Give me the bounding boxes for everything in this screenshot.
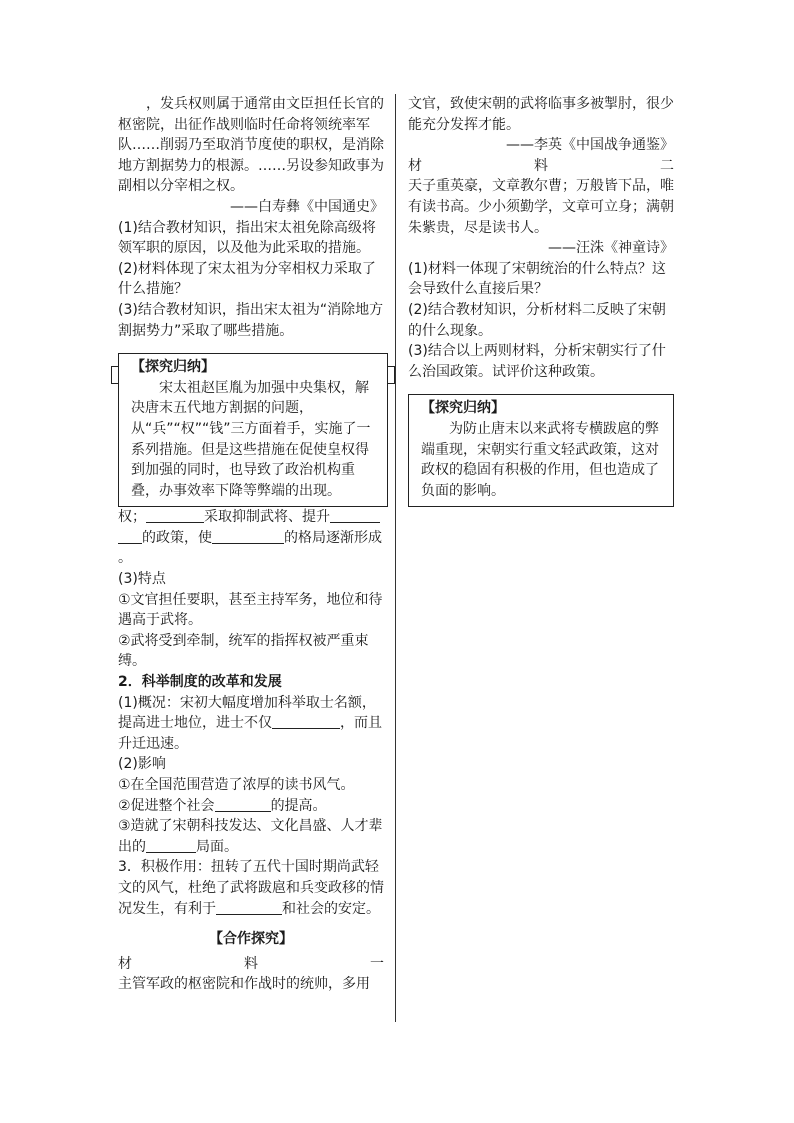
question-3: (3)结合教材知识，指出宋太祖为“消除地方割据势力”采取了哪些措施。: [118, 301, 384, 339]
right-column: [408, 94, 674, 507]
summary-box: [408, 394, 674, 507]
box-tab-left: [111, 366, 118, 384]
summary-box-text: 为防止唐末以来武将专横跋扈的弊端重现，宋朝实行重文轻武政策，这对政权的稳固有积极的作用，但也造成了负面的影响。: [421, 420, 659, 499]
summary-box-title: 【探究归纳】: [421, 400, 505, 417]
answer-blank[interactable]: [212, 529, 284, 544]
question-1: (1)材料一体现了宋朝统治的什么特点？这会导致什么直接后果？: [408, 260, 666, 298]
section-3-text: 3．积极作用：扭转了五代十国时期尚武轻文的风气，杜绝了武将跋扈和兵变政移的情况发生，有利于 和社会的安定。: [118, 859, 384, 917]
material-1-text: 主管军政的枢密院和作战时的统帅，多用: [118, 976, 370, 993]
material-1-label: 材 料 一: [118, 955, 384, 972]
question-2: (2)结合教材知识，分析材料二反映了宋朝的什么现象。: [408, 301, 666, 339]
answer-blank[interactable]: [215, 797, 271, 812]
material-2-label: 材 料 二: [408, 157, 674, 174]
answer-blank[interactable]: [216, 900, 282, 915]
overview-line: (1)概况：宋初大幅度增加科举取士名额，提高进士地位，进士不仅 ，而且升迁迅速。: [118, 694, 382, 752]
trait-2: ②武将受到牵制，统军的指挥权被严重束缚。: [118, 632, 369, 670]
answer-blank[interactable]: [272, 714, 340, 729]
material-paragraph: ，发兵权则属于通常由文臣担任长官的枢密院，出征作战则临时任命将领统率军队……削弱乃至取消节度使的职权，是消除地方割据势力的根源。……另设参知政事为副相以分宰相之权。: [118, 96, 384, 195]
left-column: [118, 94, 384, 995]
subheading-influence: (2)影响: [118, 756, 166, 773]
question-1: (1)结合教材知识，指出宋太祖免除高级将领军职的原因，以及他为此采取的措施。: [118, 219, 376, 257]
effect-2: ②促进整个社会 的提高。: [118, 797, 327, 814]
section-2-heading: 2．科举制度的改革和发展: [118, 674, 282, 691]
material-1-continued: 文官，致使宋朝的武将临事多被掣肘，很少能充分发挥才能。: [408, 96, 674, 133]
summary-box-text: 宋太祖赵匡胤为加强中央集权，解决唐末五代地方割据的问题，从“兵”“权”“钱”三方面着手，实施了一系列措施。但是这些措施在促使皇权得到加强的同时，也导致了政治机构重叠，办事效率下降等弊端的出现。: [131, 379, 371, 499]
box-tab-right: [388, 366, 395, 384]
answer-blank[interactable]: [330, 508, 380, 523]
summary-box-title: 【探究归纳】: [131, 359, 215, 376]
subheading-traits: (3)特点: [118, 571, 166, 588]
question-3: (3)结合以上两则材料，分析宋朝实行了什么治国政策。试评价这种政策。: [408, 343, 666, 380]
column-divider: [395, 94, 396, 1022]
question-2: (2)材料体现了宋太祖为分宰相权力采取了什么措施？: [118, 260, 376, 298]
material-2-text: 天子重英豪，文章教尔曹；万般皆下品，唯有读书高。少小须勤学，文章可立身；满朝朱紫贵，尽是读书人。: [408, 178, 674, 236]
cooperation-title: 【合作探究】: [209, 931, 293, 948]
fill-in-line: 权； 采取抑制武将、提升 的政策，使 的格局逐渐形成 。: [118, 509, 382, 567]
trait-1: ①文官担任要职，甚至主持军务，地位和待遇高于武将。: [118, 591, 383, 629]
material-2-source: ——汪洙《神童诗》: [548, 240, 674, 257]
material-source: ——白寿彝《中国通史》: [230, 198, 384, 215]
answer-blank[interactable]: [146, 508, 204, 523]
answer-blank[interactable]: [146, 838, 196, 853]
material-1-source: ——李英《中国战争通鉴》: [506, 137, 674, 154]
effect-3: ③造就了宋朝科技发达、文化昌盛、人才辈出的 局面。: [118, 818, 383, 855]
summary-box: [118, 353, 388, 507]
answer-blank[interactable]: [118, 529, 142, 544]
effect-1: ①在全国范围营造了浓厚的读书风气。: [118, 777, 355, 793]
